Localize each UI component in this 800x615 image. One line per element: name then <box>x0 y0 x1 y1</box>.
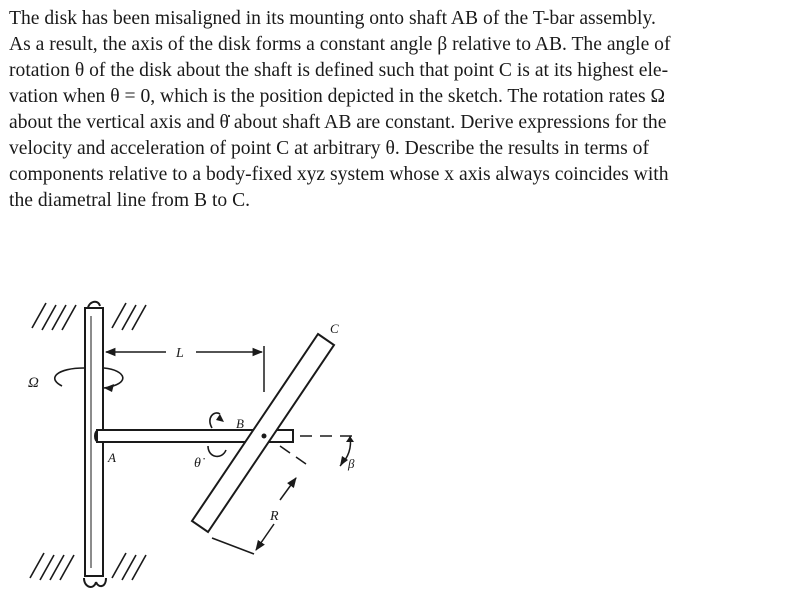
problem-statement <box>9 6 784 214</box>
problem-line: rotation θ of the disk about the shaft is defined such that point C is at its highest ele- <box>9 60 669 81</box>
problem-line: vation when θ = 0, which is the position depicted in the sketch. The rotation rates Ω <box>9 86 666 107</box>
problem-line: components relative to a body-fixed xyz system whose x axis always coincides with <box>9 164 669 185</box>
point-a-label: A <box>108 450 116 465</box>
point-c-label: C <box>330 321 339 336</box>
problem-line: velocity and acceleration of point C at arbitrary θ. Describe the results in terms of <box>9 138 649 159</box>
vertical-shaft <box>84 302 106 587</box>
problem-line: about the vertical axis and θ̇ about shaft AB are constant. Derive expressions for the <box>9 112 667 133</box>
radius-label: R <box>270 509 279 524</box>
disk-axis-line <box>280 446 306 464</box>
length-label: L <box>176 346 184 361</box>
problem-line: the diametral line from B to C. <box>9 190 251 211</box>
length-dimension <box>106 346 264 392</box>
beta-label: β <box>348 456 355 471</box>
theta-dot-label: θ̇ <box>194 456 201 471</box>
omega-label: Ω <box>28 375 39 391</box>
figure-svg <box>0 280 420 610</box>
problem-line: As a result, the axis of the disk forms a constant angle β relative to AB. The angle of <box>9 34 671 55</box>
t-bar-disk-figure <box>0 280 420 610</box>
problem-line: The disk has been misaligned in its mounting onto shaft AB of the T-bar assembly. <box>9 8 656 29</box>
point-b-label: B <box>236 416 244 431</box>
